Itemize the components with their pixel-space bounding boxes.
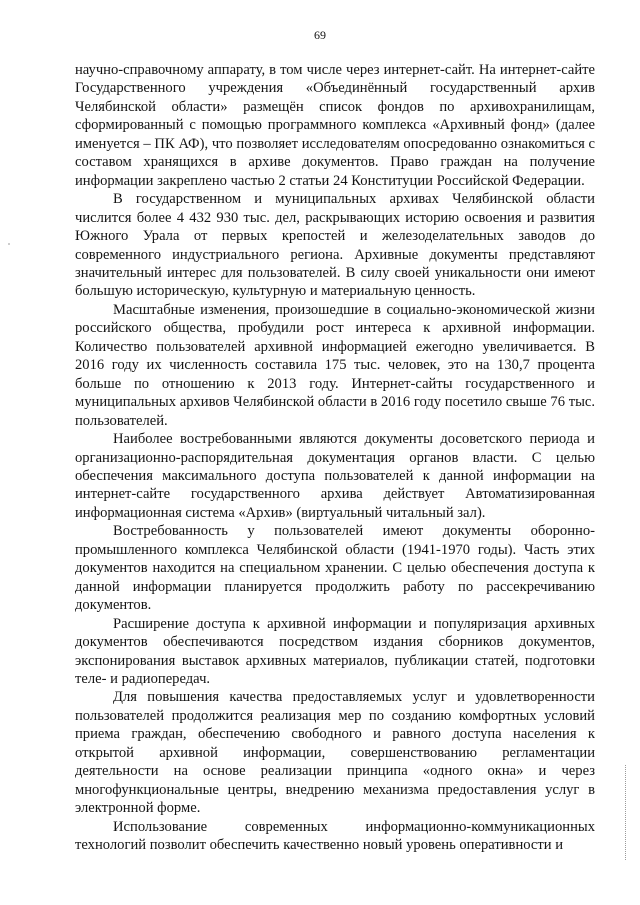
- document-body: [75, 61, 595, 854]
- paragraph: научно-справочному аппарату, в том числе через интернет-сайт. На интернет-сайте Государственного учреждения «Объединённый государственный архив Челябинской области» размещён список фондов по архивохранилищам, сформированный с помощью программного комплекса «Архивный фонд» (далее именуется – ПК АФ), что позволяет исследователям опосредованно ознакомиться с составом хранящихся в архиве документов. Право граждан на получение информации закреплено частью 2 статьи 24 Конституции Российской Федерации.: [75, 62, 595, 189]
- page-number: 69: [314, 28, 326, 42]
- paragraph: Востребованность у пользователей имеют документы оборонно-промышленного комплекса Челябинской области (1941-1970 годы). Часть этих документов находится на специальном хранении. С целью обеспечения доступа к данной информации планируется продолжить работу по рассекречиванию документов.: [75, 523, 595, 614]
- scan-edge-mark: [625, 765, 627, 860]
- paragraph: Масштабные изменения, произошедшие в социально-экономической жизни российского общества, пробудили рост интереса к архивной информации. Количество пользователей архивной информацией ежегодно увеличивается. В 2016 году их численность составила 175 тыс. человек, это на 130,7 процента больше по отношению к 2013 году. Интернет-сайты государственного и муниципальных архивов Челябинской области в 2016 году посетило свыше 76 тыс. пользователей.: [75, 301, 595, 429]
- paragraph: В государственном и муниципальных архивах Челябинской области числится более 4 432 930 тыс. дел, раскрывающих историю освоения и развития Южного Урала от первых крепостей и железоделательных заводов до современного индустриального региона. Архивные документы представляют значительный интерес для пользователей. В силу своей уникальности они имеют большую историческую, культурную и материальную ценность.: [75, 191, 595, 300]
- paragraph: Использование современных информационно-коммуникационных технологий позволит обеспечить качественно новый уровень оперативности и: [75, 818, 595, 854]
- paragraph: Расширение доступа к архивной информации и популяризация архивных документов обеспечиваются посредством издания сборников документов, экспонирования выставок архивных материалов, публикации статей, подготовки теле- и радиопередач.: [75, 615, 595, 687]
- paragraph: Наиболее востребованными являются документы досоветского периода и организационно-распорядительная документация органов власти. С целью обеспечения максимального доступа пользователей к данной информации на интернет-сайте государственного архива действует Автоматизированная информационная система «Архив» (виртуальный читальный зал).: [75, 431, 595, 521]
- scan-speck: [8, 243, 10, 245]
- paragraph: Для повышения качества предоставляемых услуг и удовлетворенности пользователей продолжится реализация мер по созданию комфортных условий приема граждан, обеспечению свободного и равного доступа населения к открытой архивной информации, совершенствованию регламентации деятельности на основе реализации принципа «одного окна» и через многофункциональные центры, внедрению механизма предоставления услуг в электронной форме.: [75, 689, 595, 817]
